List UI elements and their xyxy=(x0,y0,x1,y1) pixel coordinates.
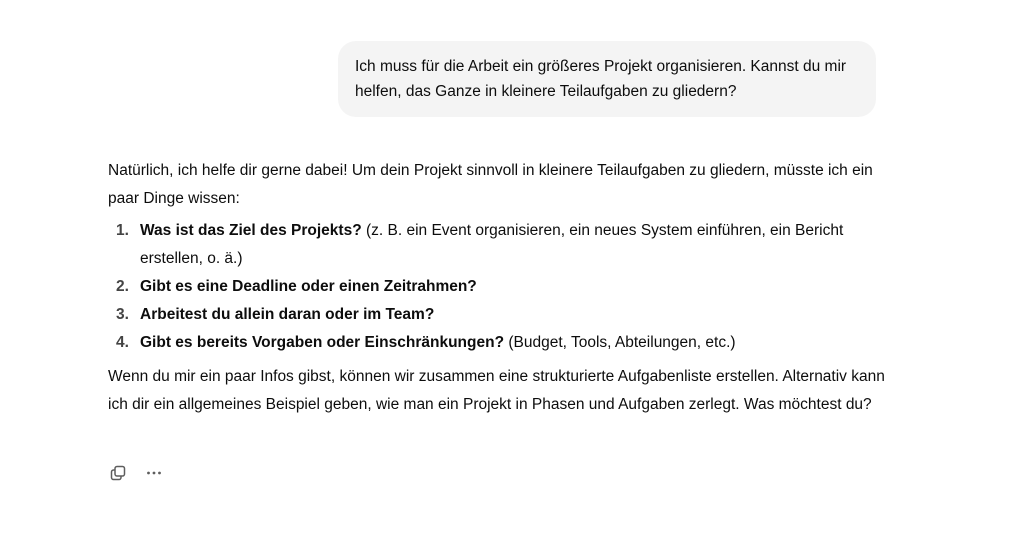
assistant-message xyxy=(108,157,888,419)
question-number: 1. xyxy=(116,222,129,239)
question-bold: Gibt es eine Deadline oder einen Zeitrahmen? xyxy=(140,278,477,295)
question-bold: Gibt es bereits Vorgaben oder Einschränkungen? xyxy=(140,334,505,351)
question-number: 2. xyxy=(116,278,129,295)
question-number: 3. xyxy=(116,306,129,323)
copy-icon xyxy=(109,464,127,482)
more-options-icon xyxy=(145,464,163,482)
question-item xyxy=(108,273,888,301)
question-item xyxy=(108,217,888,273)
question-list xyxy=(108,217,888,357)
user-message-text: Ich muss für die Arbeit ein größeres Projekt organisieren. Kannst du mir helfen, das Ganze in kleinere Teilaufgaben zu gliedern? xyxy=(355,58,847,100)
question-item xyxy=(108,301,888,329)
assistant-intro: Natürlich, ich helfe dir gerne dabei! Um dein Projekt sinnvoll in kleinere Teilaufgaben zu gliedern, müsste ich ein paar Dinge wissen: xyxy=(108,162,873,207)
question-number: 4. xyxy=(116,334,129,351)
question-rest: (Budget, Tools, Abteilungen, etc.) xyxy=(504,334,736,351)
more-options-button[interactable] xyxy=(143,462,165,484)
message-actions xyxy=(107,462,165,484)
question-item xyxy=(108,329,888,357)
question-rest: (z. B. ein Event organisieren, ein neues System einführen, ein Bericht erstellen, o. ä.) xyxy=(140,222,844,267)
question-bold: Was ist das Ziel des Projekts? xyxy=(140,222,362,239)
question-bold: Arbeitest du allein daran oder im Team? xyxy=(140,306,435,323)
user-message-bubble xyxy=(338,41,876,117)
copy-button[interactable] xyxy=(107,462,129,484)
assistant-outro: Wenn du mir ein paar Infos gibst, können wir zusammen eine strukturierte Aufgabenliste erstellen. Alternativ kann ich dir ein allgemeines Beispiel geben, wie man ein Projekt in Phasen und Aufgaben zerlegt. Was möchtest du? xyxy=(108,368,885,413)
